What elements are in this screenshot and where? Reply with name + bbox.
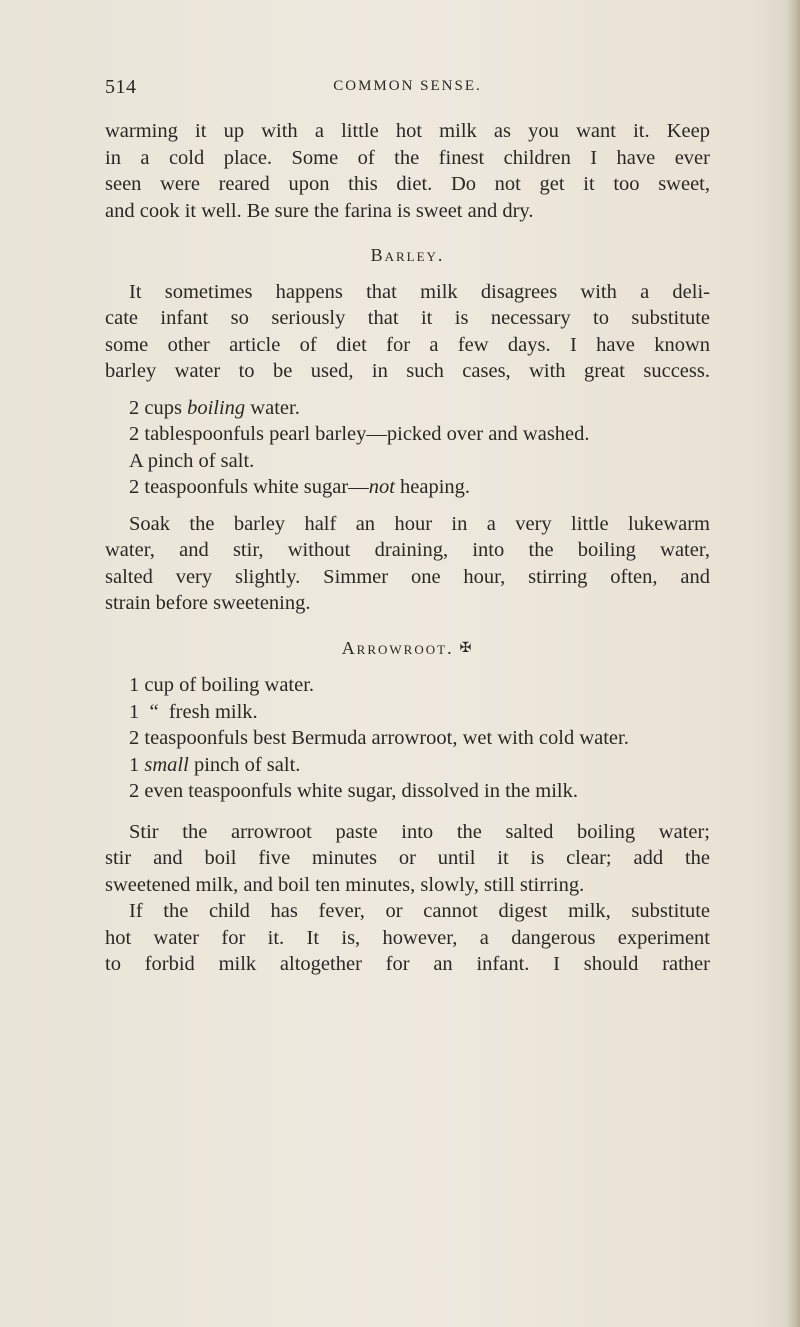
text-line: strain before sweetening. <box>105 592 311 614</box>
text-line: in a cold place. Some of the finest children I have ever <box>105 146 710 169</box>
ingredient-item: A pinch of salt. <box>129 449 255 472</box>
ingredient-item: 1 small pinch of salt. <box>129 753 301 776</box>
text-line: cate infant so seriously that it is necessary to substitute <box>105 307 710 329</box>
cross-ornament-icon: ✠ <box>459 640 474 656</box>
page-number: 514 <box>105 76 137 98</box>
arrowroot-note <box>105 898 710 978</box>
ingredient-item: 2 even teaspoonfuls white sugar, dissolved in the milk. <box>129 780 578 802</box>
text-line: barley water to be used, in such cases, with great success. <box>105 360 710 382</box>
barley-ingredients <box>105 395 710 501</box>
text-line: Stir the arrowroot paste into the salted boiling water; <box>129 820 710 843</box>
text-line: and cook it well. Be sure the farina is sweet and dry. <box>105 199 534 222</box>
ingredient-item: 2 tablespoonfuls pearl barley—picked over and washed. <box>129 423 590 445</box>
text-line: sweetened milk, and boil ten minutes, slowly, still stirring. <box>105 873 585 896</box>
page-edge-shadow <box>786 0 800 1327</box>
ingredient-item: 2 cups boiling water. <box>129 396 300 419</box>
text-line: warming it up with a little hot milk as you want it. Keep <box>105 120 710 142</box>
text-line: to forbid milk altogether for an infant. I should rather <box>105 953 710 975</box>
ingredient-item: 2 teaspoonfuls white sugar—not heaping. <box>129 476 471 498</box>
text-line: If the child has fever, or cannot digest milk, substitute <box>129 900 710 922</box>
ingredient-item: 1 “ fresh milk. <box>129 700 258 723</box>
arrowroot-ingredients <box>105 672 710 805</box>
ingredient-item: 2 teaspoonfuls best Bermuda arrowroot, wet with cold water. <box>129 727 629 749</box>
text-line: Soak the barley half an hour in a very little lukewarm <box>129 512 710 535</box>
text-line: water, and stir, without draining, into the boiling water, <box>105 539 710 561</box>
barley-intro <box>105 279 710 385</box>
text-line: It sometimes happens that milk disagrees with a deli- <box>129 280 710 303</box>
text-line: seen were reared upon this diet. Do not get it too sweet, <box>105 173 710 195</box>
running-head: COMMON SENSE. <box>333 78 482 94</box>
section-heading-arrowroot: Arrowroot. ✠ <box>341 637 474 658</box>
text-line: salted very slightly. Simmer one hour, stirring often, and <box>105 565 710 588</box>
page-body <box>105 118 710 978</box>
section-heading-barley: Barley. <box>370 245 445 265</box>
barley-method <box>105 511 710 617</box>
text-line: some other article of diet for a few days. I have known <box>105 333 710 356</box>
page-header <box>105 76 710 108</box>
text-line: stir and boil five minutes or until it is clear; add the <box>105 847 710 869</box>
text-line: hot water for it. It is, however, a dangerous experiment <box>105 926 710 949</box>
farina-continuation <box>105 118 710 224</box>
arrowroot-method <box>105 819 710 899</box>
ingredient-item: 1 cup of boiling water. <box>129 674 315 696</box>
